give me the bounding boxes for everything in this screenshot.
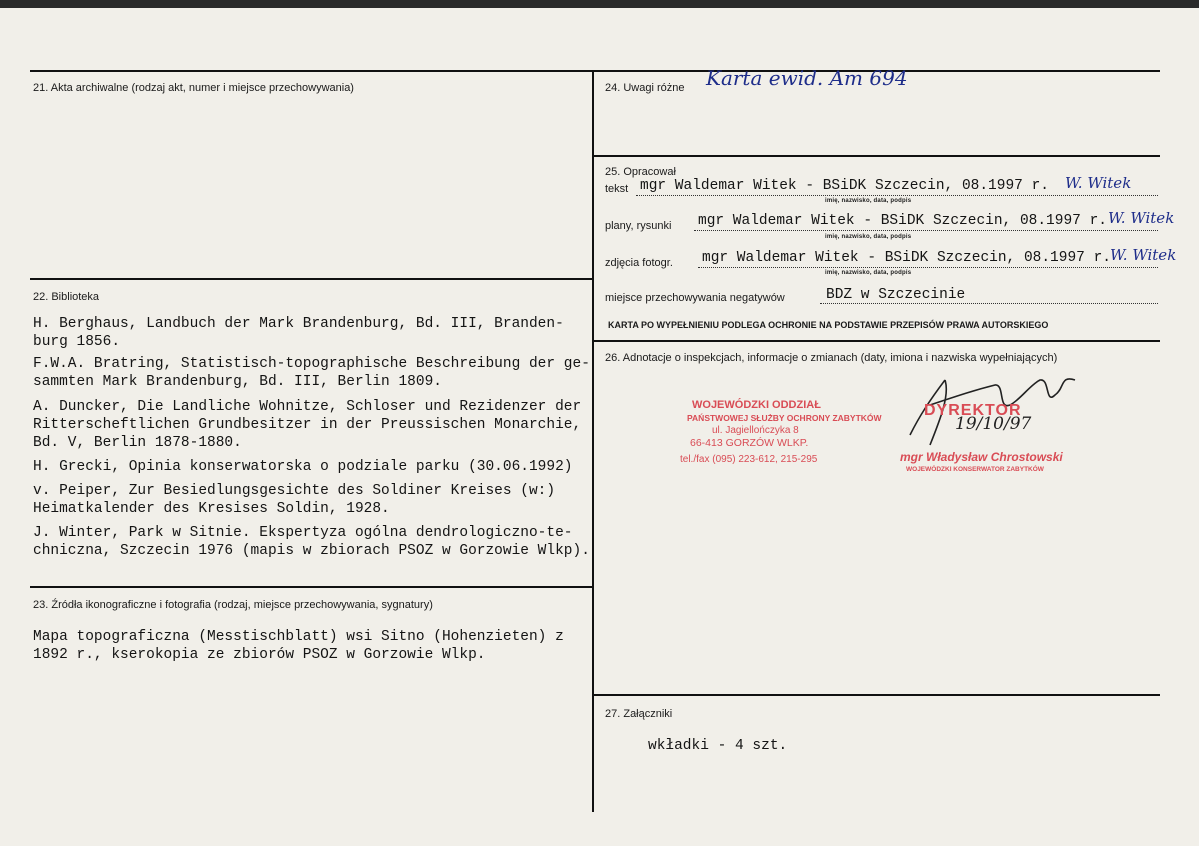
divider-25-26 — [594, 340, 1160, 342]
plans-author-signature: W. Witek — [1108, 209, 1175, 227]
stamp-line: WOJEWÓDZKI ODDZIAŁ — [692, 399, 821, 411]
photos-author-label: zdjęcia fotogr. — [605, 257, 673, 269]
divider-22-23 — [30, 586, 592, 588]
section-27-label: 27. Załączniki — [605, 708, 673, 720]
plans-author-label: plany, rysunki — [605, 220, 672, 232]
section-21-label: 21. Akta archiwalne (rodzaj akt, numer i miejsce przechowywania) — [33, 82, 354, 94]
bibliography-line: A. Duncker, Die Landliche Wohnitze, Schloser und Rezidenzer der — [33, 399, 582, 415]
text-author-caption: imię, nazwisko, data, podpis — [825, 198, 912, 204]
text-author-signature: W. Witek — [1065, 174, 1132, 192]
top-edge-band — [0, 0, 1199, 8]
iconography-line: 1892 r., kserokopia ze zbiorów PSOZ w Gorzowie Wlkp. — [33, 647, 486, 663]
top-border — [30, 70, 1160, 72]
plans-author-value: mgr Waldemar Witek - BSiDK Szczecin, 08.1997 r. — [698, 213, 1107, 229]
divider-24-25 — [594, 155, 1160, 157]
text-author-value: mgr Waldemar Witek - BSiDK Szczecin, 08.1997 r. — [640, 178, 1049, 194]
attachments-value: wkładki - 4 szt. — [648, 738, 788, 754]
bibliography-line: sammten Mark Brandenburg, Bd. III, Berlin 1809. — [33, 374, 442, 390]
negatives-value: BDZ w Szczecinie — [826, 287, 966, 303]
section-24-label: 24. Uwagi różne — [605, 82, 685, 94]
bibliography-line: Bd. V, Berlin 1878-1880. — [33, 435, 242, 451]
plans-author-dotted-line — [694, 230, 1158, 231]
section-22-label: 22. Biblioteka — [33, 291, 100, 303]
divider-21-22 — [30, 278, 592, 280]
photos-author-value: mgr Waldemar Witek - BSiDK Szczecin, 08.1997 r. — [702, 250, 1111, 266]
bibliography-line: H. Berghaus, Landbuch der Mark Brandenburg, Bd. III, Branden- — [33, 316, 564, 332]
copyright-notice: KARTA PO WYPEŁNIENIU PODLEGA OCHRONIE NA PODSTAWIE PRZEPISÓW PRAWA AUTORSKIEGO — [608, 320, 1049, 330]
director-date: 19/10/97 — [955, 414, 1032, 434]
text-author-dotted-line — [636, 195, 1158, 196]
photos-author-dotted-line — [698, 267, 1158, 268]
bibliography-line: chniczna, Szczecin 1976 (mapis w zbiorach PSOZ w Gorzowie Wlkp). — [33, 543, 590, 559]
section-25-label: 25. Opracował — [605, 166, 676, 178]
negatives-label: miejsce przechowywania negatywów — [605, 292, 785, 304]
stamp-line: 66-413 GORZÓW WLKP. — [690, 437, 809, 449]
negatives-dotted-line — [820, 303, 1158, 304]
iconography-line: Mapa topograficzna (Messtischblatt) wsi Sitno (Hohenzieten) z — [33, 629, 564, 645]
director-role: WOJEWÓDZKI KONSERWATOR ZABYTKÓW — [906, 466, 1044, 473]
director-title: DYREKTOR — [924, 402, 1022, 419]
director-name: mgr Władysław Chrostowski — [900, 450, 1063, 464]
bibliography-line: J. Winter, Park w Sitnie. Ekspertyza ogólna dendrologiczno-te- — [33, 525, 573, 541]
bibliography-line: Ritterscheftlichen Grundbesitzer in der Preussischen Monarchie, — [33, 417, 582, 433]
photos-author-caption: imię, nazwisko, data, podpis — [825, 270, 912, 276]
text-author-label: tekst — [605, 183, 629, 195]
bibliography-line: Heimatkalender des Kresises Soldin, 1928. — [33, 501, 390, 517]
divider-26-27 — [594, 694, 1160, 696]
bibliography-line: H. Grecki, Opinia konserwatorska o podziale parku (30.06.1992) — [33, 459, 573, 475]
photos-author-signature: W. Witek — [1110, 246, 1177, 264]
plans-author-caption: imię, nazwisko, data, podpis — [825, 234, 912, 240]
center-divider — [592, 70, 594, 812]
stamp-line: ul. Jagiellończyka 8 — [712, 425, 799, 436]
stamp-line: tel./fax (095) 223-612, 215-295 — [680, 454, 818, 465]
handwritten-remark: Karta ewid. Am 694 — [706, 66, 908, 90]
bibliography-line: burg 1856. — [33, 334, 121, 350]
bibliography-line: F.W.A. Bratring, Statistisch-topographische Beschreibung der ge- — [33, 356, 590, 372]
section-23-label: 23. Źródła ikonograficzne i fotografia (rodzaj, miejsce przechowywania, sygnatury) — [33, 599, 433, 611]
stamp-line: PAŃSTWOWEJ SŁUŻBY OCHRONY ZABYTKÓW — [687, 413, 882, 423]
section-26-label: 26. Adnotacje o inspekcjach, informacje o zmianach (daty, imiona i nazwiska wypełniających) — [605, 352, 1058, 364]
bibliography-line: v. Peiper, Zur Besiedlungsgesichte des Soldiner Kreises (w:) — [33, 483, 556, 499]
